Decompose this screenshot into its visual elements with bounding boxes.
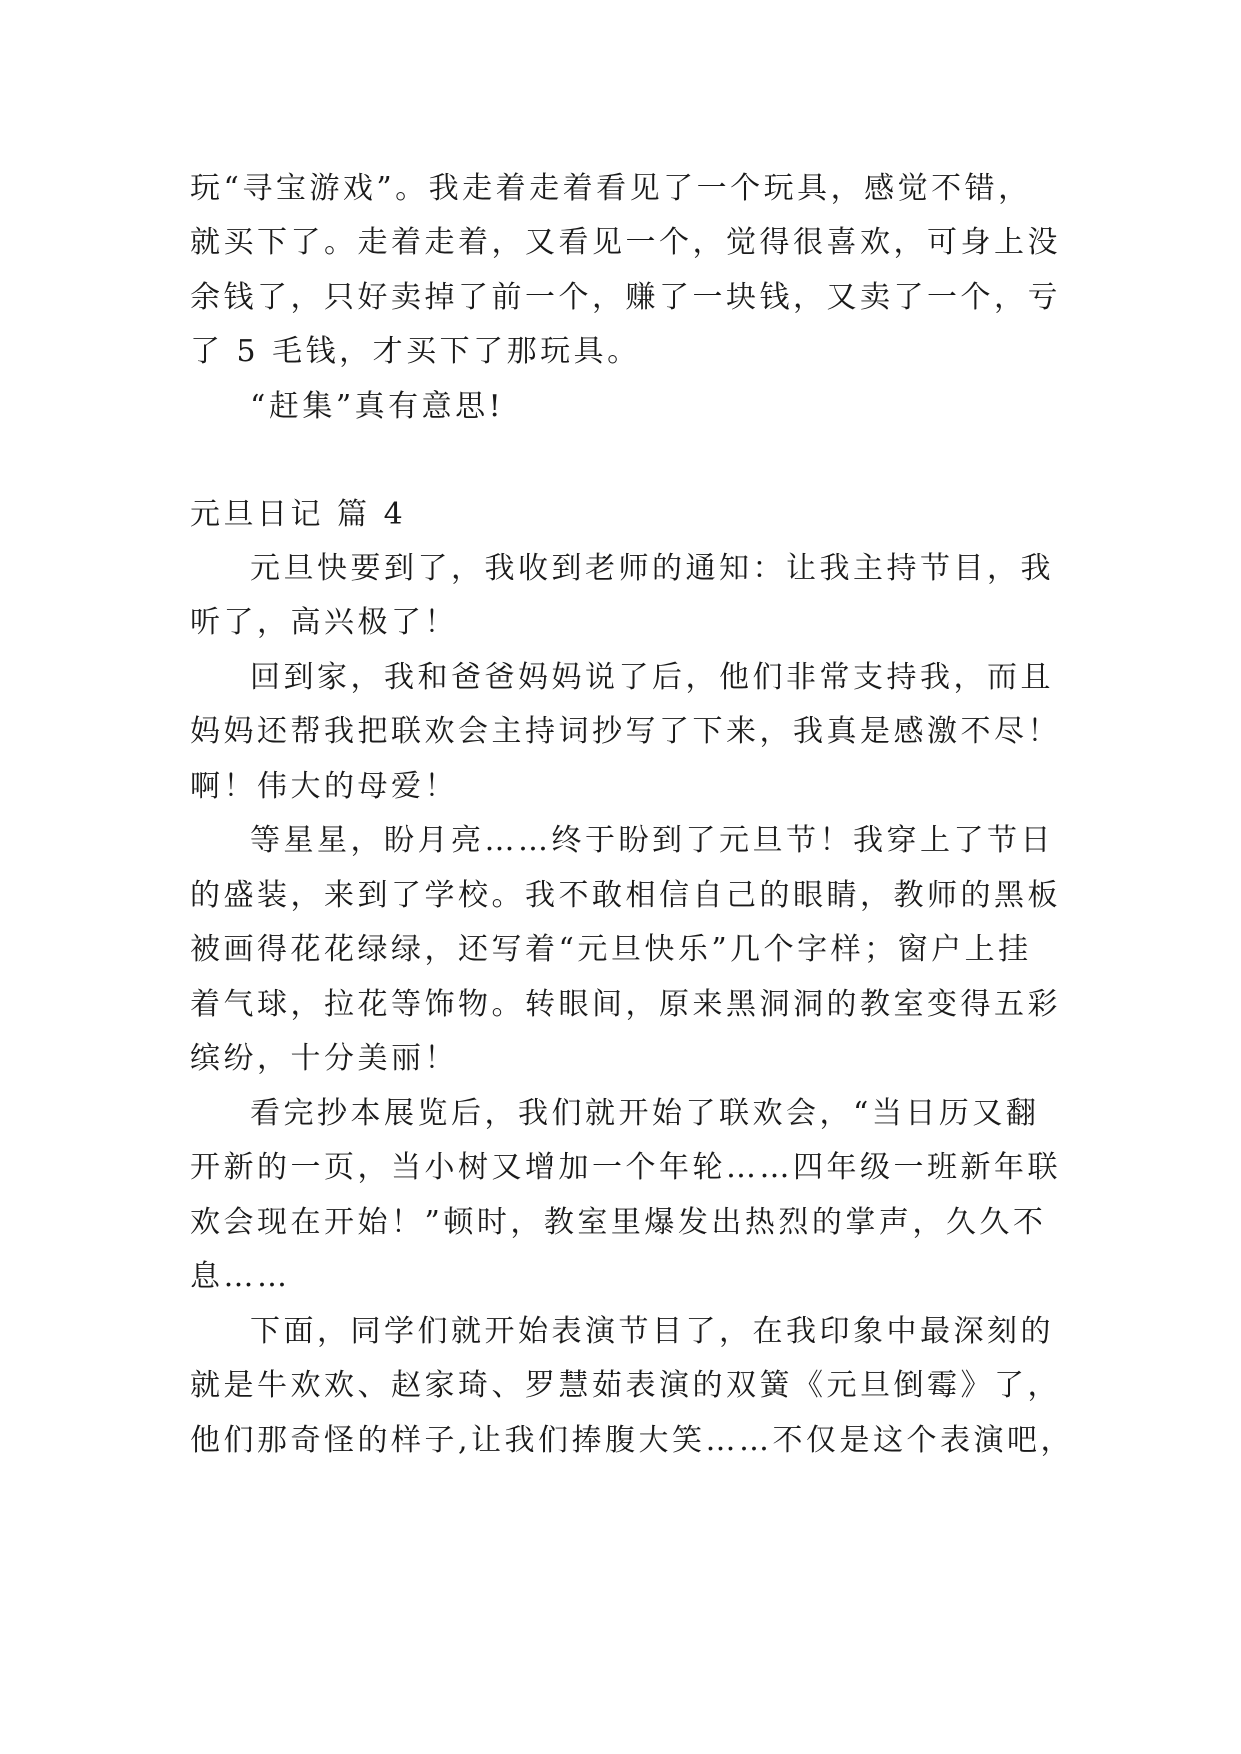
text-line: 被画得花花绿绿，还写着“元旦快乐”几个字样；窗户上挂 <box>190 932 1032 967</box>
text-line: 余钱了，只好卖掉了前一个，赚了一块钱，又卖了一个，亏 <box>190 280 1061 315</box>
text-line: 了 5 毛钱，才买下了那玩具。 <box>190 334 641 369</box>
paragraph-first-line: 等星星，盼月亮……终于盼到了元旦节！我穿上了节日 <box>250 823 1054 858</box>
text-line: 听了，高兴极了！ <box>190 605 458 640</box>
paragraph-first-line: 看完抄本展览后，我们就开始了联欢会，“当日历又翻 <box>250 1096 1040 1131</box>
text-line: 息…… <box>190 1259 291 1294</box>
text-line: 着气球，拉花等饰物。转眼间，原来黑洞洞的教室变得五彩 <box>190 987 1061 1022</box>
text-line: 玩“寻宝游戏”。我走着走着看见了一个玩具，感觉不错， <box>190 171 1032 206</box>
text-line: 就买下了。走着走着，又看见一个，觉得很喜欢，可身上没 <box>190 225 1061 260</box>
text-line: 就是牛欢欢、赵家琦、罗慧茹表演的双簧《元旦倒霉》了， <box>190 1368 1061 1403</box>
text-line: 开新的一页，当小树又增加一个年轮……四年级一班新年联 <box>190 1150 1061 1185</box>
paragraph-first-line: “赶集”真有意思! <box>250 389 505 424</box>
text-line: 他们那奇怪的样子,让我们捧腹大笑……不仅是这个表演吧， <box>190 1423 1075 1458</box>
text-line: 妈妈还帮我把联欢会主持词抄写了下来，我真是感激不尽！ <box>190 714 1061 749</box>
paragraph-first-line: 元旦快要到了，我收到老师的通知：让我主持节目，我 <box>250 551 1054 586</box>
text-line: 啊！伟大的母爱！ <box>190 769 458 804</box>
paragraph-first-line: 下面，同学们就开始表演节目了，在我印象中最深刻的 <box>250 1314 1054 1349</box>
text-line: 缤纷，十分美丽！ <box>190 1041 458 1076</box>
text-line: 欢会现在开始！”顿时，教室里爆发出热烈的掌声，久久不 <box>190 1205 1047 1240</box>
section-heading: 元旦日记 篇 4 <box>190 497 407 532</box>
text-line: 的盛装，来到了学校。我不敢相信自己的眼睛，教师的黑板 <box>190 878 1061 913</box>
paragraph-first-line: 回到家，我和爸爸妈妈说了后，他们非常支持我，而且 <box>250 660 1054 695</box>
